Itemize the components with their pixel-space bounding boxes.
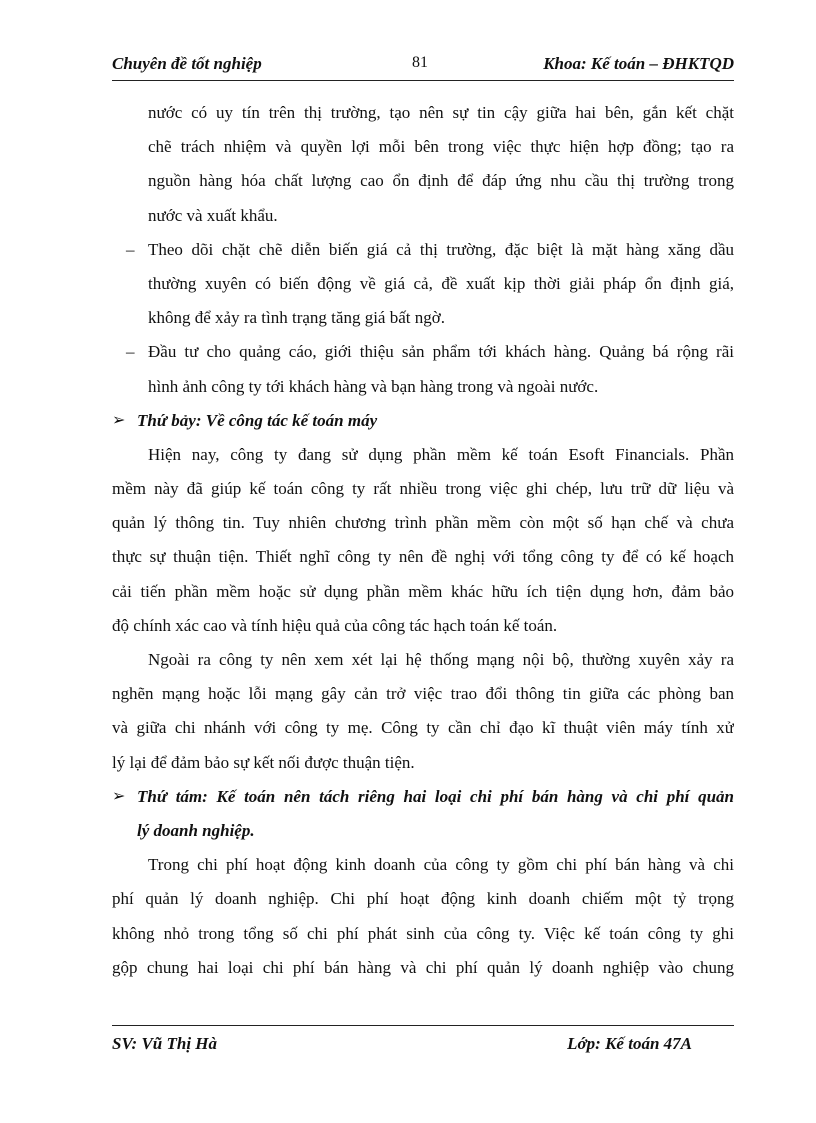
text-line: hình ảnh công ty tới khách hàng và bạn hàng trong và ngoài nước. xyxy=(148,376,599,396)
footer-class-name: Lớp: Kế toán 47A xyxy=(567,1034,692,1053)
dash-item-advertising xyxy=(112,335,734,403)
page-header xyxy=(112,52,734,81)
text-line: mềm này đã giúp kế toán công ty rất nhiều trong việc ghi chép, lưu trữ dữ liệu và xyxy=(112,479,734,499)
arrow-bullet-icon: ➢ xyxy=(112,411,126,429)
section-heading-eighth xyxy=(112,780,734,848)
footer-student-name: SV: Vũ Thị Hà xyxy=(112,1034,218,1053)
dash-item-price-monitoring xyxy=(112,233,734,336)
page-body xyxy=(112,96,734,985)
paragraph-continuation xyxy=(112,96,734,233)
paragraph-operating-costs xyxy=(112,848,734,985)
header-thesis-title: Chuyên đề tốt nghiệp xyxy=(112,54,262,73)
text-line: không nhỏ trong tổng số chi phí phát sinh của công ty. Việc kế toán công ty ghi xyxy=(112,923,734,943)
text-line: nguồn hàng hóa chất lượng cao ổn định để đáp ứng nhu cầu thị trường trong xyxy=(148,171,734,191)
paragraph-accounting-software xyxy=(112,438,734,643)
text-line: phí quản lý doanh nghiệp. Chi phí hoạt động kinh doanh chiếm một tỷ trọng xyxy=(112,889,734,909)
paragraph-internal-network xyxy=(112,643,734,780)
text-line: độ chính xác cao và tính hiệu quả của công tác hạch toán kế toán. xyxy=(112,615,558,635)
text-line: quản lý thông tin. Tuy nhiên chương trình phần mềm còn một số hạn chế và chưa xyxy=(112,513,734,533)
page-footer xyxy=(112,1025,734,1056)
text-line: chẽ trách nhiệm và quyền lợi mỗi bên trong việc thực hiện hợp đồng; tạo ra xyxy=(148,137,734,157)
text-line: và giữa chi nhánh với công ty mẹ. Công ty cần chỉ đạo kĩ thuật viên máy tính xử xyxy=(112,718,734,738)
text-line: Ngoài ra công ty nên xem xét lại hệ thống mạng nội bộ, thường xuyên xảy ra xyxy=(148,650,734,669)
text-line: cải tiến phần mềm hoặc sử dụng phần mềm khác hữu ích tiện dụng hơn, đảm bảo xyxy=(112,581,734,601)
text-line: nghẽn mạng hoặc lỗi mạng gây cản trở việc trao đổi thông tin giữa các phòng ban xyxy=(112,684,734,704)
header-page-number: 81 xyxy=(412,54,428,71)
text-line: Đầu tư cho quảng cáo, giới thiệu sản phẩm tới khách hàng. Quảng bá rộng rãi xyxy=(148,342,734,362)
text-line: thường xuyên có biến động về giá cả, đề xuất kịp thời giải pháp ổn định giá, xyxy=(148,273,734,293)
text-line: gộp chung hai loại chi phí bán hàng và chi phí quản lý doanh nghiệp vào chung xyxy=(112,957,734,977)
heading-text: Thứ bảy: Về công tác kế toán máy xyxy=(137,410,378,430)
section-heading-seventh xyxy=(112,404,734,438)
arrow-bullet-icon: ➢ xyxy=(112,787,126,805)
text-line: Trong chi phí hoạt động kinh doanh của công ty gồm chi phí bán hàng và chi xyxy=(148,855,734,875)
text-line: thực sự thuận tiện. Thiết nghĩ công ty nên đề nghị với tổng công ty để có kế hoạch xyxy=(112,547,734,567)
dash-marker: – xyxy=(126,342,135,362)
text-line: Theo dõi chặt chẽ diễn biến giá cả thị trường, đặc biệt là mặt hàng xăng dầu xyxy=(148,239,734,259)
text-line: nước và xuất khẩu. xyxy=(148,205,278,225)
heading-text: lý doanh nghiệp. xyxy=(137,820,255,840)
dash-marker: – xyxy=(126,239,135,259)
header-faculty: Khoa: Kế toán – ĐHKTQD xyxy=(543,54,734,73)
heading-text: Thứ tám: Kế toán nên tách riêng hai loại chi phí bán hàng và chi phí quản xyxy=(137,786,734,806)
text-line: nước có uy tín trên thị trường, tạo nên sự tin cậy giữa hai bên, gắn kết chặt xyxy=(148,103,734,122)
text-line: lý lại để đảm bảo sự kết nối được thuận tiện. xyxy=(112,752,415,772)
text-line: Hiện nay, công ty đang sử dụng phần mềm kế toán Esoft Financials. Phần xyxy=(148,444,734,464)
text-line: không để xảy ra tình trạng tăng giá bất ngờ. xyxy=(148,308,445,328)
